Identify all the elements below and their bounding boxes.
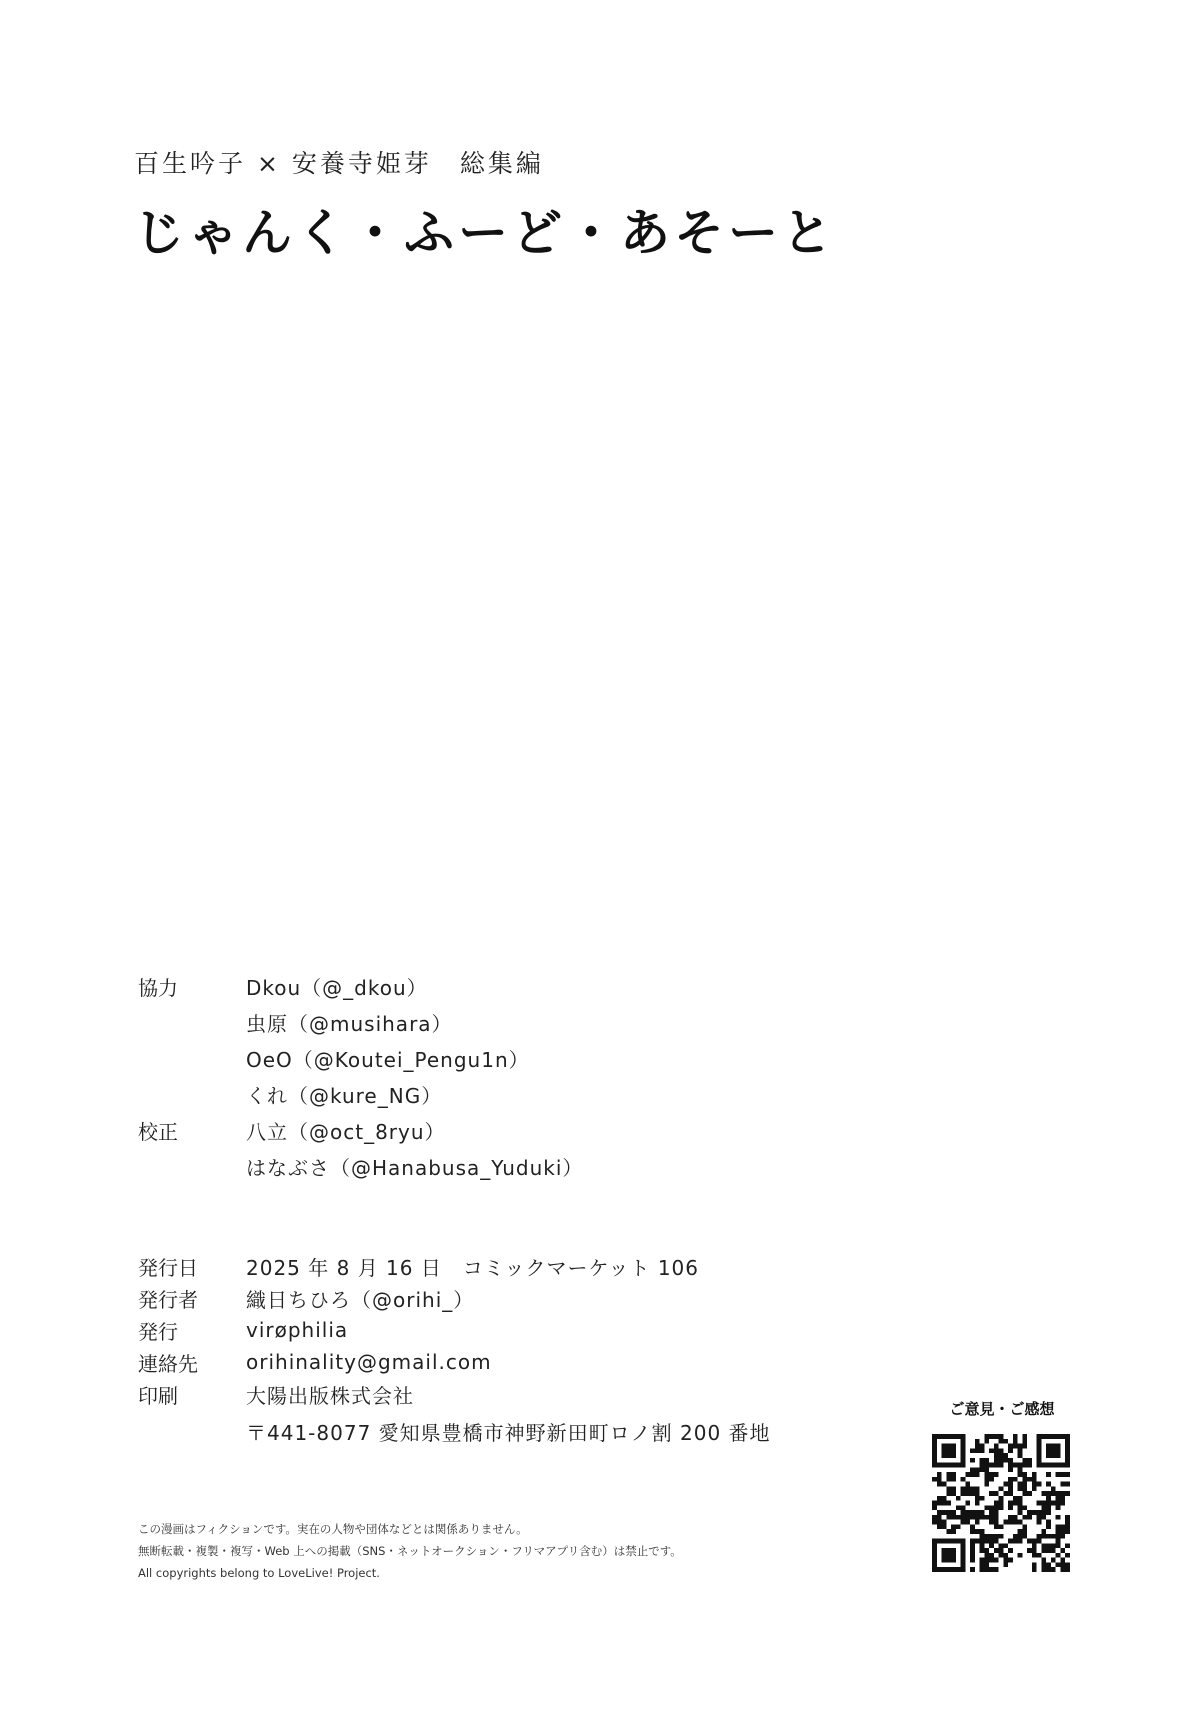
credit-name: 八立（@oct_8ryu）: [246, 1119, 446, 1144]
pub-value: 大陽出版株式会社: [246, 1383, 414, 1408]
pub-label: 発行日: [138, 1255, 198, 1280]
pub-row: [138, 1346, 771, 1378]
credit-name: はなぶさ（@Hanabusa_Yuduki）: [246, 1155, 584, 1180]
note-line: 無断転載・複製・複写・Web 上への掲載（SNS・ネットオークション・フリマアプリ含む）は禁止です。: [138, 1544, 682, 1558]
credit-row: [138, 1004, 583, 1040]
credit-name: くれ（@kure_NG）: [246, 1083, 443, 1108]
credit-row: [138, 1076, 583, 1112]
pub-value: 2025 年 8 月 16 日 コミックマーケット 106: [246, 1255, 699, 1280]
legal-notes: [138, 1518, 682, 1584]
credit-name: Dkou（@_dkou）: [246, 975, 428, 1000]
book-title: じゃんく・ふーど・あそーと: [134, 204, 836, 262]
credit-row: [138, 968, 583, 1004]
pub-label: 発行者: [138, 1287, 198, 1312]
pub-label: 発行: [138, 1319, 178, 1344]
pub-row: [138, 1250, 771, 1282]
credit-role: 校正: [138, 1119, 178, 1144]
note-line: この漫画はフィクションです。実在の人物や団体などとは関係ありません。: [138, 1522, 528, 1536]
pub-value: 織日ちひろ（@orihi_）: [246, 1287, 475, 1312]
pub-row: [138, 1410, 771, 1452]
contact-email: orihinality@gmail.com: [246, 1350, 492, 1374]
pub-value: virøphilia: [246, 1318, 349, 1342]
printer-address: 〒441-8077 愛知県豊橋市神野新田町ロノ割 200 番地: [246, 1420, 771, 1445]
qr-code-icon[interactable]: [932, 1434, 1070, 1572]
credit-row: [138, 1148, 583, 1184]
publication-info: [138, 1250, 771, 1452]
pub-row: [138, 1282, 771, 1314]
credit-row: [138, 1040, 583, 1076]
note-line: All copyrights belong to LoveLive! Project.: [138, 1566, 380, 1580]
pub-label: 連絡先: [138, 1351, 198, 1376]
pub-row: [138, 1378, 771, 1410]
credit-row: [138, 1112, 583, 1148]
subtitle: 百生吟子 × 安養寺姫芽 総集編: [134, 149, 544, 178]
pub-label: 印刷: [138, 1383, 178, 1408]
credit-name: OeO（@Koutei_Pengu1n）: [246, 1047, 530, 1072]
credit-role: 協力: [138, 975, 178, 1000]
pub-row: [138, 1314, 771, 1346]
credit-name: 虫原（@musihara）: [246, 1011, 453, 1036]
qr-caption: ご意見・ご感想: [949, 1400, 1055, 1418]
credits-section: [138, 968, 583, 1184]
